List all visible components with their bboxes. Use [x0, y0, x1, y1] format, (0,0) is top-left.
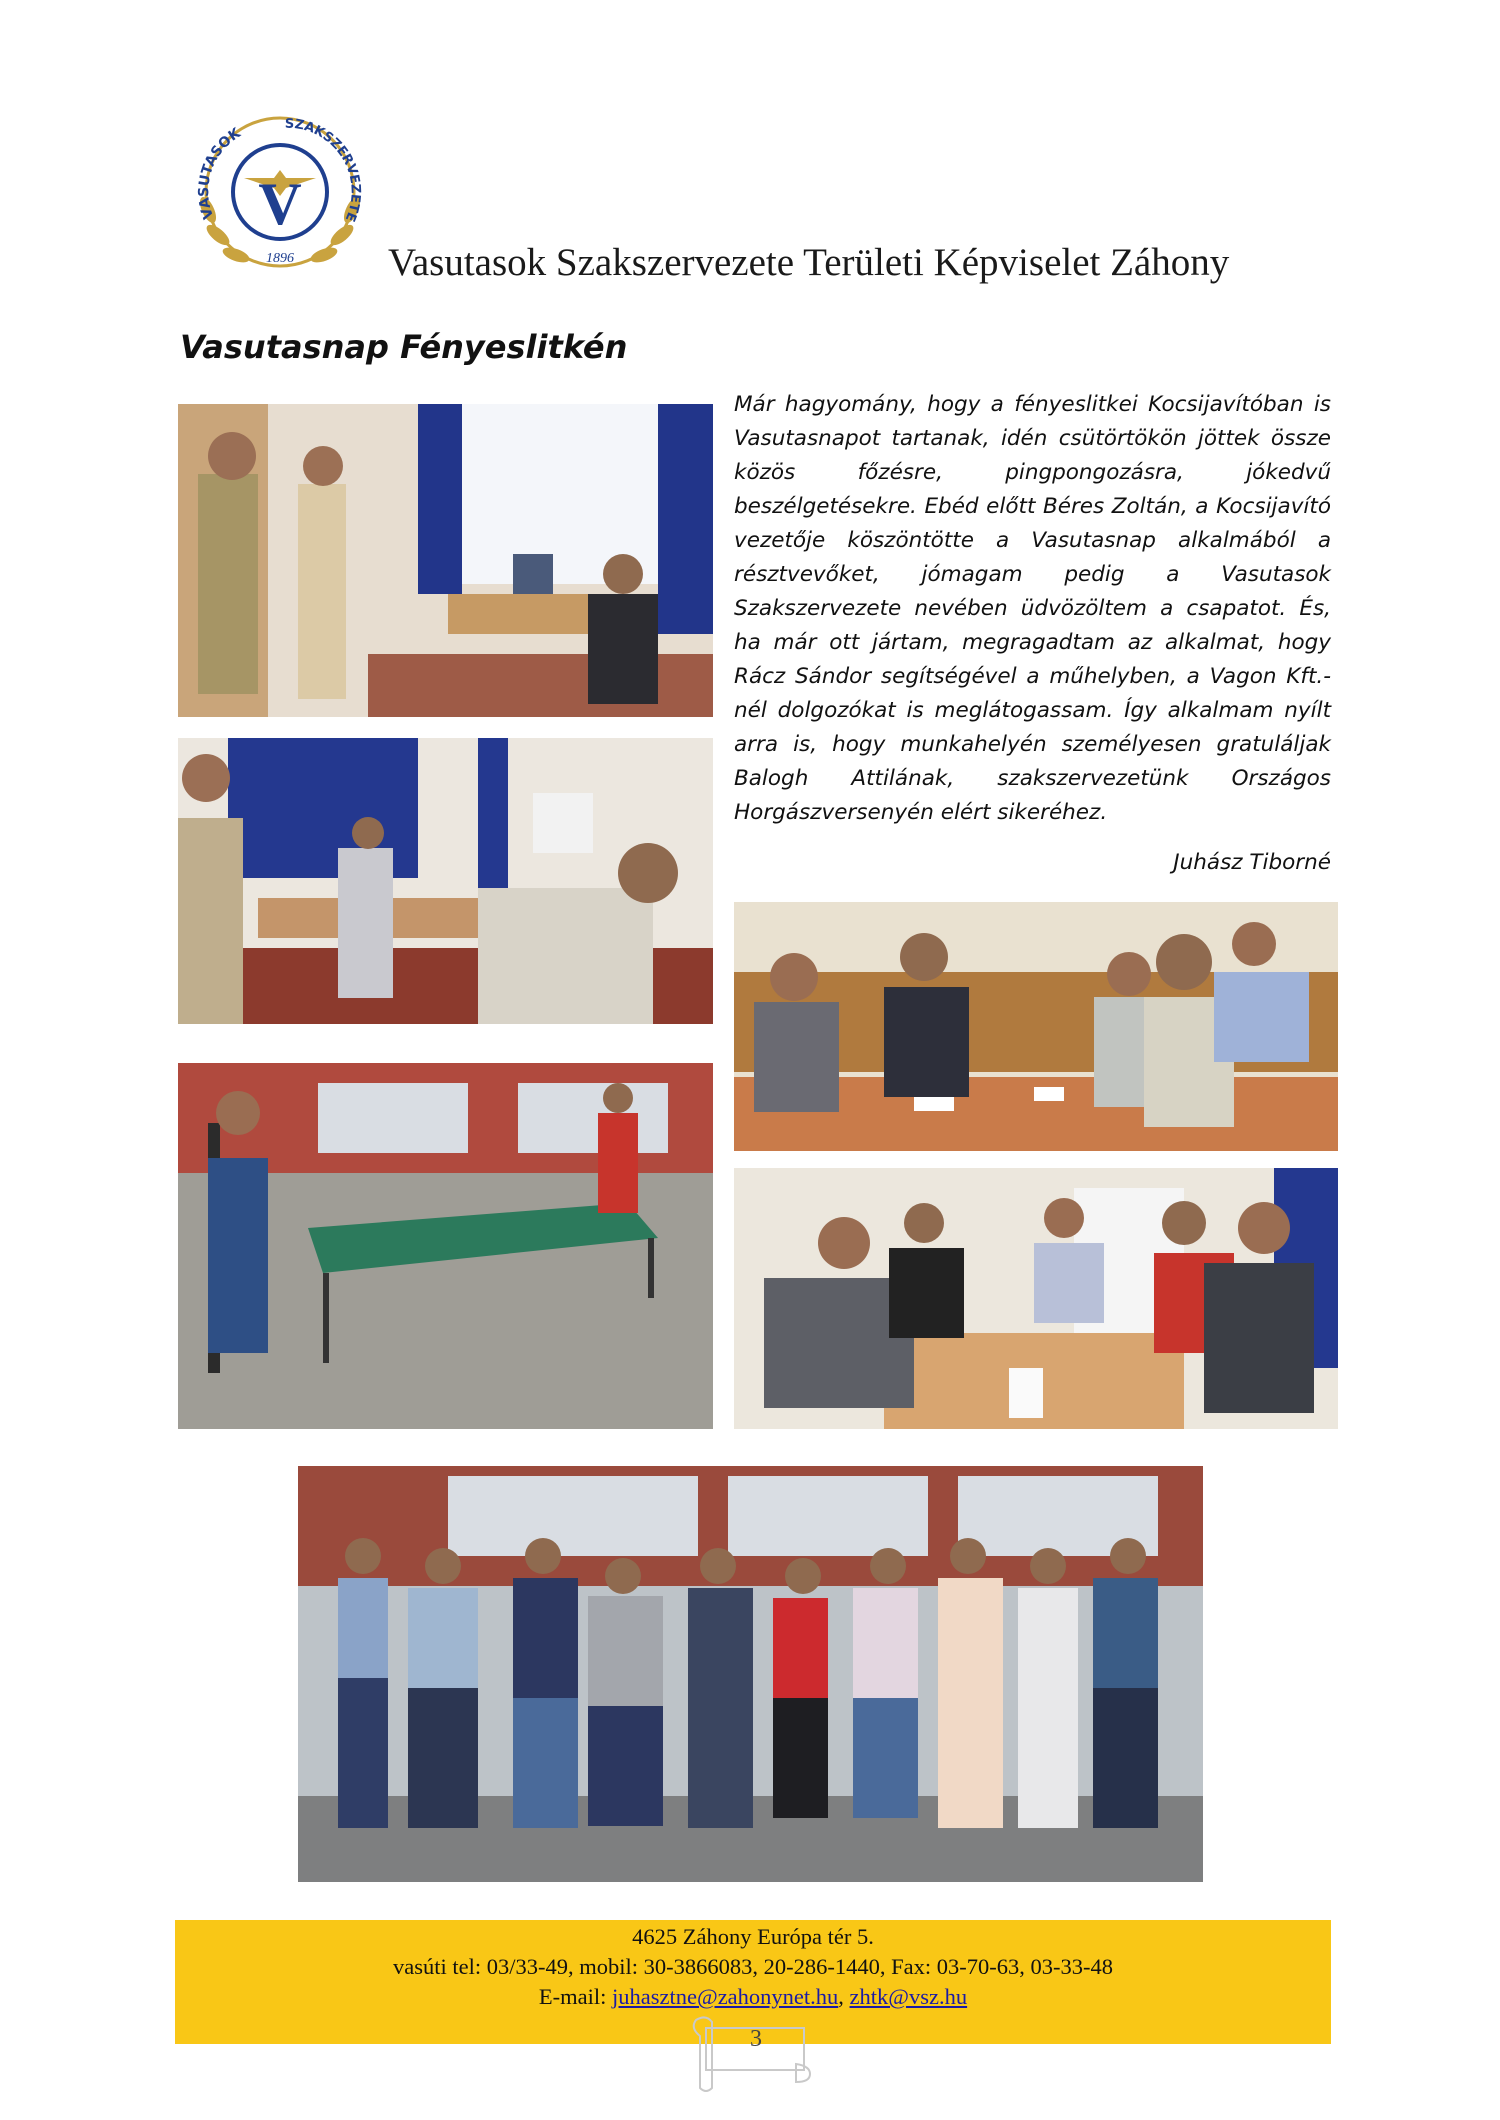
photo-ping-pong [178, 1063, 713, 1429]
photo-kitchen-gathering [734, 1168, 1338, 1429]
photo-table-group [734, 902, 1338, 1151]
footer-phones: vasúti tel: 03/33-49, mobil: 30-3866083, 20-286-1440, Fax: 03-70-63, 03-33-48 [393, 1954, 1113, 1979]
email-link-juhasztne[interactable]: juhasztne@zahonynet.hu [612, 1984, 839, 2009]
article-title: Vasutasnap Fényeslitkén [180, 328, 628, 366]
footer-address: 4625 Záhony Európa tér 5. [632, 1924, 874, 1949]
footer-email-label: E-mail: [538, 1984, 607, 2009]
union-logo [186, 100, 374, 280]
header-title: Vasutasok Szakszervezete Területi Képviselet Záhony [388, 241, 1230, 284]
photo-group [298, 1466, 1203, 1882]
page-number: 3 [750, 2026, 762, 2052]
svg-text:1896: 1896 [266, 251, 294, 266]
svg-text:VASUTASOK: VASUTASOK [196, 125, 244, 222]
article-body: Már hagyomány, hogy a fényeslitkei Kocsijavítóban is Vasutasnapot tartanak, idén csütörtökön jöttek össze közös főzésre, pingpongozásra, jókedvű beszélgetésekre. Ebéd előtt Béres Zoltán, a Kocsijavító vezetője köszöntötte a Vasutasnap alkalmából a résztvevőket, jómagam pedig a Vasutasok Szakszervezete nevében üdvözöltem a csapatot. És, ha már ott jártam, megragadtam az alkalmat, hogy Rácz Sándor segítségével a műhelyben, a Vagon Kft.-nél dolgozókat is meglátogassam. Így alkalmam nyílt arra is, hogy munkahelyén személyesen gratuláljak Balogh Attilának, szakszervezetünk Országos Horgászversenyén elért sikeréhez. [734, 392, 1331, 825]
svg-text:V: V [258, 171, 302, 237]
svg-text:SZAKSZERVEZETE: SZAKSZERVEZETE [284, 116, 363, 224]
photo-kitchen-greeting [178, 404, 713, 717]
footer-email-separator: , [838, 1984, 844, 2009]
email-link-zhtk[interactable]: zhtk@vsz.hu [849, 1984, 968, 2009]
article-author: Juhász Tiborné [1173, 850, 1331, 875]
photo-dining-room [178, 738, 713, 1024]
